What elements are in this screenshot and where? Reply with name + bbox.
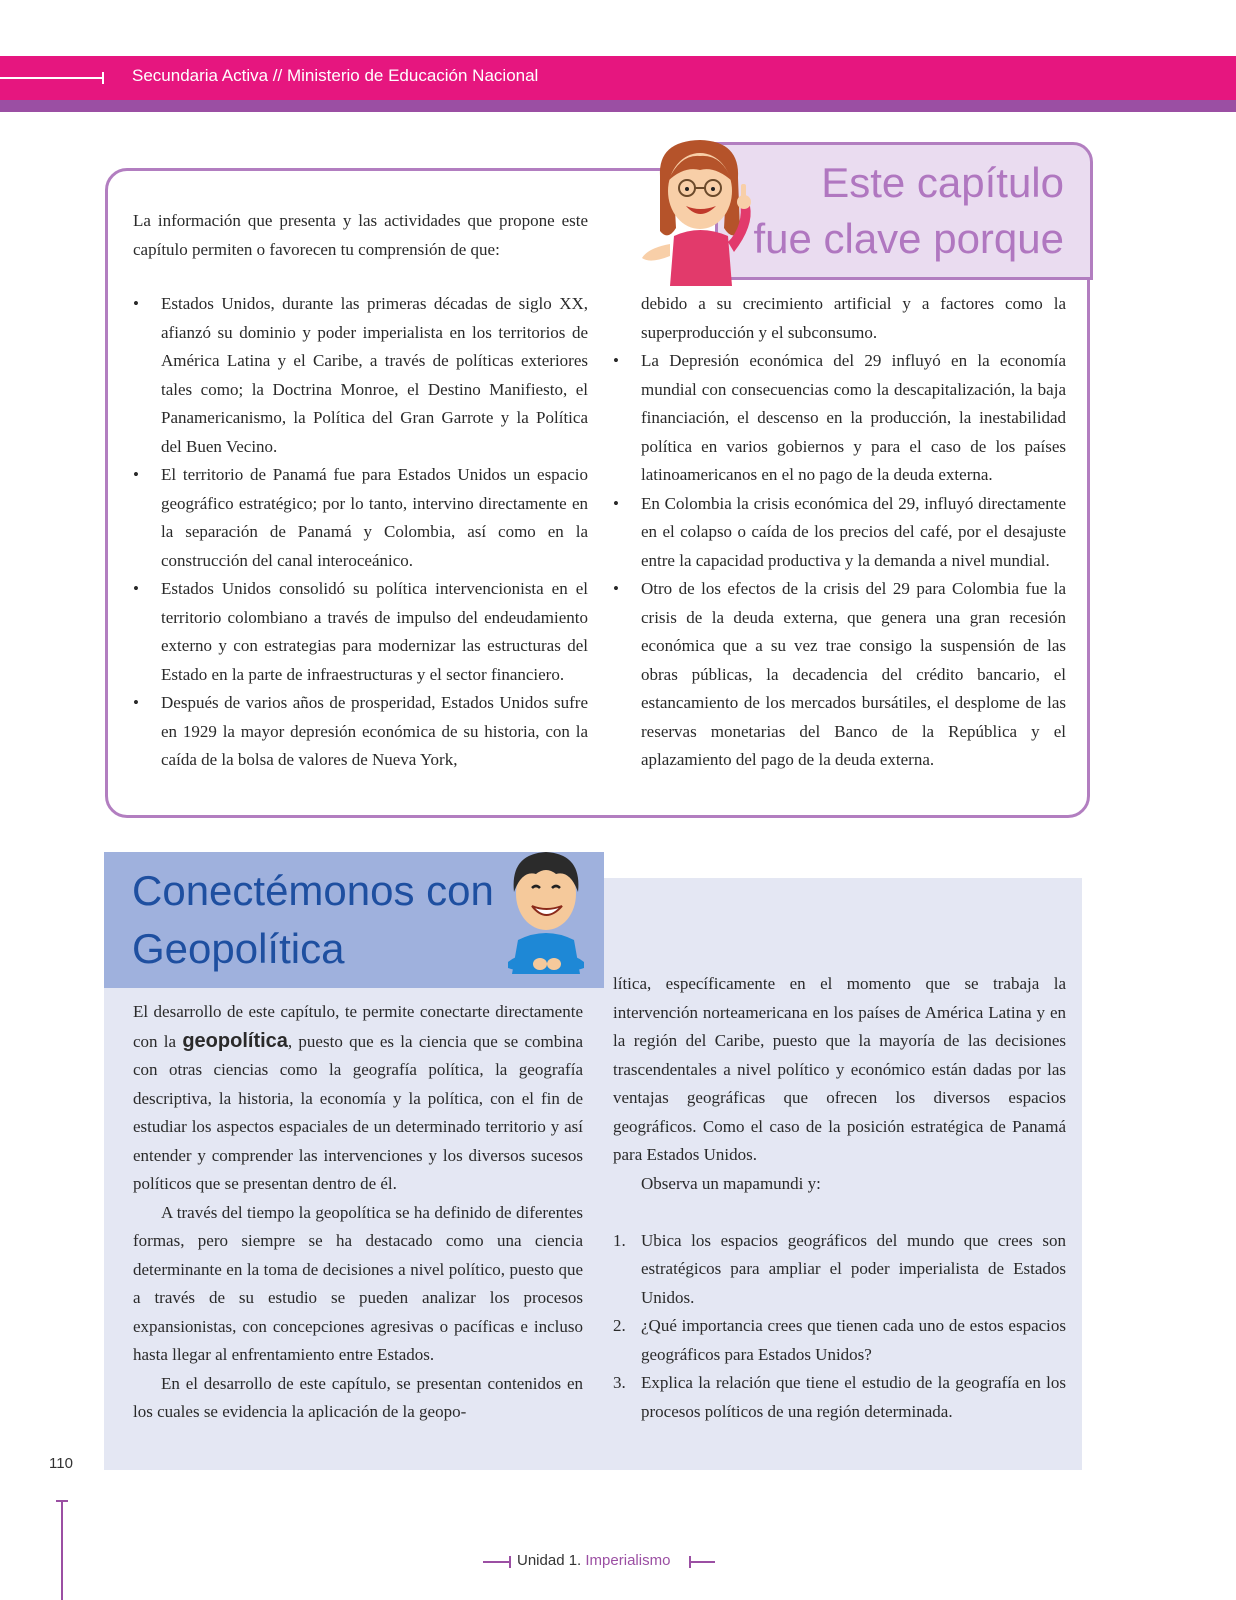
header-band-stripe <box>0 100 1236 112</box>
footer-rule-left-tick <box>509 1556 511 1568</box>
question-text: ¿Qué importancia crees que tienen cada uno de estos espacios geográficos para Estados Unidos? <box>641 1316 1066 1364</box>
geopolitics-text-left <box>133 998 583 1427</box>
bullet-icon: • <box>133 294 139 313</box>
list-item-text: Estados Unidos consolidó su política intervencionista en el territorio colombiano a través de impulso del endeudamiento externo y con estrategias para modernizar las estructuras del Estado en la parte de infraestructuras y el sector financiero. <box>161 579 588 684</box>
list-item <box>613 575 1066 775</box>
footer-rule-left <box>483 1561 509 1563</box>
bullet-icon: • <box>133 579 139 598</box>
footer-topic: Imperialismo <box>585 1552 671 1569</box>
question-text: Explica la relación que tiene el estudio de la geografía en los procesos políticos de una región determinada. <box>641 1373 1066 1421</box>
paragraph: A través del tiempo la geopolítica se ha definido de diferentes formas, pero siempre se ha destacado como una ciencia determinante en la toma de decisiones a nivel político, puesto que a través de su estudio se pueden analizar los procesos expansionistas, con concepciones agresivas o pacíficas e incluso hasta llegar al enfrentamiento entre Estados. <box>133 1202 583 1364</box>
list-item <box>133 461 588 575</box>
chapter-summary-tab <box>715 142 1093 280</box>
bullet-icon: • <box>133 693 139 712</box>
chapter-summary-title-line1: Este capítulo <box>821 159 1064 206</box>
margin-rule <box>61 1500 63 1600</box>
activity-questions <box>613 1227 1066 1427</box>
question-number: 1. <box>613 1230 626 1250</box>
summary-list-right <box>613 347 1066 775</box>
list-item-text: Otro de los efectos de la crisis del 29 para Colombia fue la crisis de la deuda externa, que genera una gran recesión económica que a su vez trae consigo la suspensión de las obras públicas, la decadencia del crédito bancario, el estancamiento de los mercados bursátiles, el desplome de las reservas monetarias del Banco de la República y el aplazamiento del pago de la deuda externa. <box>641 579 1066 769</box>
margin-rule-tick <box>56 1500 68 1502</box>
list-item-text: En Colombia la crisis económica del 29, influyó directamente en el colapso o caída de los precios del café, por el desajuste entre la capacidad productiva y la demanda a nivel mundial. <box>641 493 1066 570</box>
chapter-summary-title <box>753 155 1064 267</box>
geopolitics-title-line2: Geopolítica <box>132 925 345 972</box>
bullet-icon: • <box>133 465 139 484</box>
page-number: 110 <box>49 1455 73 1472</box>
list-item <box>613 1369 1066 1426</box>
summary-list-left <box>133 290 588 775</box>
header-rule-tick <box>102 72 104 84</box>
list-item <box>613 1227 1066 1313</box>
paragraph: lítica, específicamente en el momento que se trabaja la intervención norteamericana en los países de América Latina y en la región del Caribe, puesto que la mayoría de las decisiones trascendentales a nivel político y económico están dadas por las ventajas geográficas que ofrecen los diversos espacios geográficos. Como el caso de la posición estratégica de Panamá para Estados Unidos. <box>613 974 1066 1164</box>
list-item <box>133 689 588 775</box>
paragraph-text: El desarrollo de este capítulo, te permite conectarte directamente con la <box>133 1002 583 1051</box>
list-item <box>133 290 588 461</box>
paragraph <box>133 998 583 1199</box>
question-number: 3. <box>613 1373 626 1392</box>
list-item <box>613 1312 1066 1369</box>
bullet-icon: • <box>613 351 619 370</box>
chapter-summary-intro: La información que presenta y las actividades que propone este capítulo permiten o favorecen tu comprensión de que: <box>133 211 588 259</box>
bullet-icon: • <box>613 493 619 513</box>
question-text: Ubica los espacios geográficos del mundo que crees son estratégicos para ampliar el poder imperialista de Estados Unidos. <box>641 1230 1066 1307</box>
keyword-geopolitica: geopolítica <box>182 1029 288 1052</box>
geopolitics-text-right <box>613 970 1066 1426</box>
footer-unit: Unidad 1. <box>517 1552 582 1569</box>
geopolitics-title-line1: Conectémonos con <box>132 867 494 914</box>
footer-unit-label <box>517 1552 670 1569</box>
boy-illustration-icon <box>500 844 592 992</box>
list-item-text: El territorio de Panamá fue para Estados Unidos un espacio geográfico estratégico; por lo tanto, intervino directamente en la separación de Panamá y Colombia, así como en la construcción del canal interoceánico. <box>161 465 588 570</box>
geopolitics-title <box>132 862 494 978</box>
bullet-icon: • <box>613 579 619 598</box>
header-title: Secundaria Activa // Ministerio de Educación Nacional <box>132 66 539 85</box>
chapter-summary-title-line2: fue clave porque <box>753 215 1064 262</box>
paragraph: En el desarrollo de este capítulo, se presentan contenidos en los cuales se evidencia la aplicación de la geopo- <box>133 1373 583 1421</box>
list-item-text: La Depresión económica del 29 influyó en la economía mundial con consecuencias como la descapitalización, la baja financiación, el descenso en la producción, la inestabilidad política en varios gobiernos y para el caso de los países latinoamericanos en el no pago de la deuda externa. <box>641 351 1066 484</box>
list-item <box>133 575 588 689</box>
list-item <box>613 347 1066 490</box>
summary-continuation: debido a su crecimiento artificial y a factores como la superproducción y el subconsumo. <box>641 294 1066 342</box>
girl-illustration-icon <box>640 136 762 286</box>
paragraph-text: , puesto que es la ciencia que se combina con otras ciencias como la geografía política, la geografía descriptiva, la historia, la economía y la política, con el fin de estudiar los aspectos espaciales de un determinado territorio y así entender y comprender las intervenciones y los diversos sucesos políticos que se presentan dentro de él. <box>133 1031 583 1193</box>
list-item-text: Después de varios años de prosperidad, Estados Unidos sufre en 1929 la mayor depresión económica de su historia, con la caída de la bolsa de valores de Nueva York, <box>161 693 588 769</box>
list-item <box>613 490 1066 576</box>
question-number: 2. <box>613 1316 626 1335</box>
header-rule <box>0 77 102 79</box>
footer-rule-right <box>689 1561 715 1563</box>
list-item-text: Estados Unidos, durante las primeras décadas de siglo XX, afianzó su dominio y poder imperialista en los territorios de América Latina y el Caribe, a través de políticas exteriores tales como; la Doctrina Monroe, el Destino Manifiesto, el Panamericanismo, la Política del Gran Garrote y la Política del Buen Vecino. <box>161 294 588 456</box>
paragraph: Observa un mapamundi y: <box>641 1173 821 1193</box>
